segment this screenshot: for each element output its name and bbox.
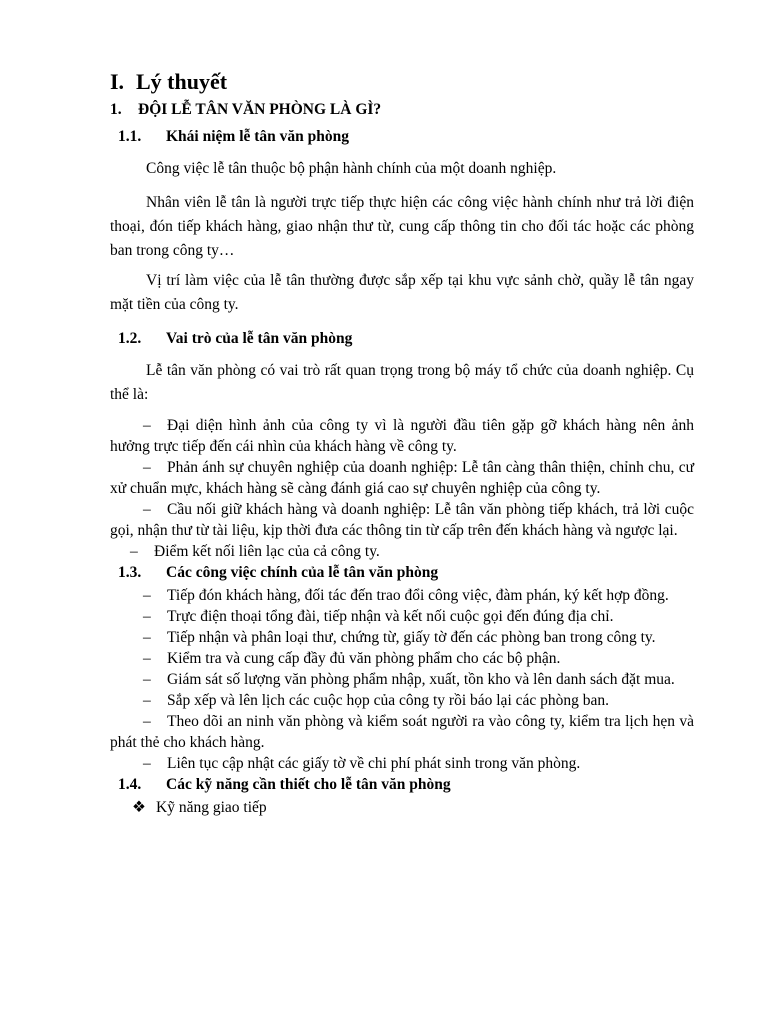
dash-marker: – xyxy=(143,629,151,646)
diamond-bullet-icon: ❖ xyxy=(132,799,146,816)
heading-1-title: ĐỘI LỄ TÂN VĂN PHÒNG LÀ GÌ? xyxy=(138,101,382,118)
dash-marker: – xyxy=(130,543,138,560)
list-item: – Theo dõi an ninh văn phòng và kiểm soát người ra vào công ty, kiểm tra lịch hẹn và phát thẻ cho khách hàng. xyxy=(110,713,694,751)
heading-1-number: 1. xyxy=(110,101,122,118)
heading-1-2-title: Vai trò của lễ tân văn phòng xyxy=(166,330,353,347)
task-list xyxy=(110,585,694,774)
heading-1-4 xyxy=(110,775,694,795)
dash-marker: – xyxy=(143,650,151,667)
role-list xyxy=(110,415,694,562)
list-item: – Kiểm tra và cung cấp đầy đủ văn phòng phẩm cho các bộ phận. xyxy=(143,650,561,667)
list-item: – Điểm kết nối liên lạc của cả công ty. xyxy=(130,543,380,560)
list-item: – Cầu nối giữ khách hàng và doanh nghiệp: Lễ tân văn phòng tiếp khách, trả lời cuộc gọi, nhận thư từ tài liệu, kịp thời đưa các thông tin từ cấp trên đến khách hàng và ngược lại. xyxy=(110,501,694,539)
dash-marker: – xyxy=(143,587,151,604)
document-content xyxy=(110,68,694,819)
heading-1-1-number: 1.1. xyxy=(118,128,142,145)
heading-1-2 xyxy=(110,329,694,349)
section-heading xyxy=(110,68,694,96)
dash-marker: – xyxy=(143,755,151,772)
list-item: – Tiếp nhận và phân loại thư, chứng từ, giấy tờ đến các phòng ban trong công ty. xyxy=(143,629,656,646)
heading-1-3 xyxy=(110,563,694,583)
list-item: – Giám sát số lượng văn phòng phẩm nhập, xuất, tồn kho và lên danh sách đặt mua. xyxy=(143,671,675,688)
dash-marker: – xyxy=(143,459,151,476)
dash-marker: – xyxy=(143,417,151,434)
list-item: – Trực điện thoại tổng đài, tiếp nhận và kết nối cuộc gọi đến đúng địa chỉ. xyxy=(143,608,614,625)
dash-marker: – xyxy=(143,501,151,518)
paragraph: Lễ tân văn phòng có vai trò rất quan trọng trong bộ máy tổ chức của doanh nghiệp. Cụ thể là: xyxy=(110,362,694,403)
paragraph: Vị trí làm việc của lễ tân thường được sắp xếp tại khu vực sảnh chờ, quầy lễ tân ngay mặt tiền của công ty. xyxy=(110,272,694,313)
dash-marker: – xyxy=(143,713,151,730)
heading-1-4-title: Các kỹ năng cần thiết cho lễ tân văn phòng xyxy=(166,776,451,793)
section-title: Lý thuyết xyxy=(136,69,228,94)
heading-1-3-title: Các công việc chính của lễ tân văn phòng xyxy=(166,564,439,581)
skill-item-label: Kỹ năng giao tiếp xyxy=(156,799,267,816)
heading-1-1 xyxy=(110,127,694,147)
section-number: I. xyxy=(110,69,125,94)
dash-marker: – xyxy=(143,608,151,625)
dash-marker: – xyxy=(143,671,151,688)
list-item: – Đại diện hình ảnh của công ty vì là người đầu tiên gặp gỡ khách hàng nên ảnh hưởng trực tiếp đến cái nhìn của khách hàng về công ty. xyxy=(110,417,694,455)
dash-marker: – xyxy=(143,692,151,709)
heading-1-1-title: Khái niệm lễ tân văn phòng xyxy=(166,128,350,145)
heading-1 xyxy=(110,100,694,120)
list-item: – Sắp xếp và lên lịch các cuộc họp của công ty rồi báo lại các phòng ban. xyxy=(143,692,610,709)
heading-1-4-number: 1.4. xyxy=(118,776,142,793)
list-item: – Liên tục cập nhật các giấy tờ về chi phí phát sinh trong văn phòng. xyxy=(143,755,581,772)
skill-item xyxy=(110,797,694,819)
heading-1-3-number: 1.3. xyxy=(118,564,142,581)
list-item: – Phản ánh sự chuyên nghiệp của doanh nghiệp: Lễ tân càng thân thiện, chỉnh chu, cư xử chuẩn mực, khách hàng sẽ càng đánh giá cao sự chuyên nghiệp của công ty. xyxy=(110,459,694,497)
heading-1-2-number: 1.2. xyxy=(118,330,142,347)
paragraph: Công việc lễ tân thuộc bộ phận hành chính của một doanh nghiệp. xyxy=(146,160,557,177)
paragraph: Nhân viên lễ tân là người trực tiếp thực hiện các công việc hành chính như trả lời điện thoại, đón tiếp khách hàng, giao nhận thư từ, cung cấp thông tin cho đối tác hoặc các phòng ban trong công ty… xyxy=(110,194,694,259)
list-item: – Tiếp đón khách hàng, đối tác đến trao đổi công việc, đàm phán, ký kết hợp đồng. xyxy=(143,587,669,604)
